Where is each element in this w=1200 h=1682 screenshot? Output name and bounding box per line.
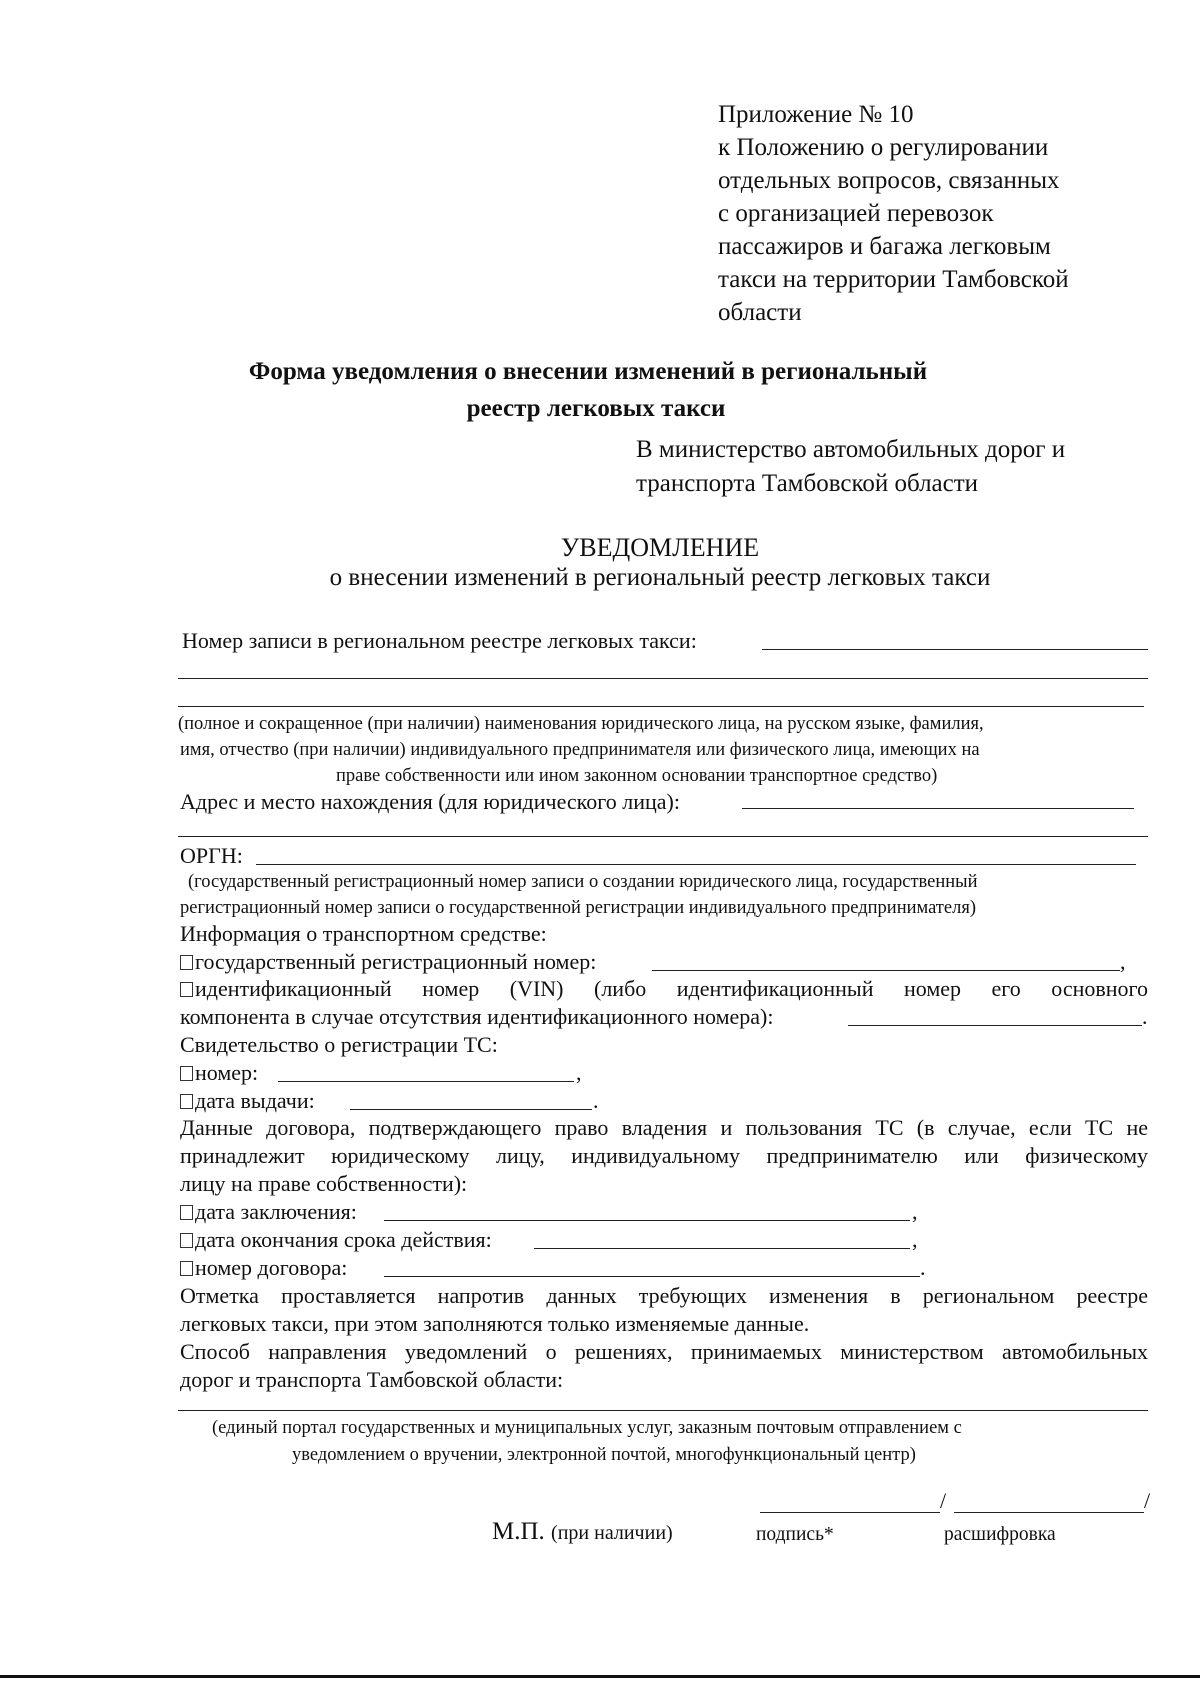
owner-name-field[interactable] xyxy=(178,678,1148,679)
contract-line: принадлежит юридическому лицу, индивидуальному предпринимателю или физическому xyxy=(180,1143,1148,1168)
comma: , xyxy=(576,1060,582,1085)
comma: , xyxy=(1120,949,1126,974)
contract-end-checkbox[interactable] xyxy=(180,1233,193,1248)
contract-date-label: дата заключения: xyxy=(195,1199,357,1224)
addressee-line: транспорта Тамбовской области xyxy=(636,470,979,497)
addressee xyxy=(636,433,1065,501)
addressee-line: В министерство автомобильных дорог и xyxy=(636,436,1066,463)
address-field-2[interactable] xyxy=(178,836,1148,837)
slash: / xyxy=(940,1488,947,1513)
vin-checkbox-wrap xyxy=(180,976,1148,1002)
contract-end-field[interactable] xyxy=(534,1248,910,1249)
notice-subtitle: о внесении изменений в региональный реестр легковых такси xyxy=(329,564,991,591)
mark-note: Отметка проставляется напротив данных требующих изменения в региональном реестре xyxy=(180,1283,1148,1308)
ogrn-hint: регистрационный номер записи о государственной регистрации индивидуального предпринимателя) xyxy=(180,898,977,918)
annex-line: Приложение № 10 xyxy=(718,101,914,128)
annex-block xyxy=(718,98,1069,329)
contract-number-checkbox[interactable] xyxy=(180,1261,193,1276)
contract-date-row xyxy=(180,1199,357,1225)
comma: , xyxy=(912,1199,918,1224)
reg-number-row xyxy=(180,949,596,975)
contract-date-field[interactable] xyxy=(384,1220,910,1221)
cert-date-checkbox[interactable] xyxy=(180,1094,193,1109)
annex-line: к Положению о регулировании xyxy=(718,134,1049,161)
bottom-rule xyxy=(0,1675,1200,1678)
annex-line: такси на территории Тамбовской xyxy=(718,266,1069,293)
method-hint: (единый портал государственных и муниципальных услуг, заказным почтовым отправлением с xyxy=(212,1418,962,1438)
cert-date-field[interactable] xyxy=(350,1109,592,1110)
certificate-label: Свидетельство о регистрации ТС: xyxy=(180,1032,498,1057)
contract-end-label: дата окончания срока действия: xyxy=(195,1227,492,1252)
vin-checkbox[interactable] xyxy=(180,982,193,997)
vin-label: идентификационный номер (VIN) (либо идентификационный номер его основного xyxy=(195,976,1148,1001)
contract-end-row xyxy=(180,1227,492,1253)
owner-hint: праве собственности или ином законном основании транспортное средство) xyxy=(336,766,938,786)
mark-note: легковых такси, при этом заполняются только изменяемые данные. xyxy=(180,1311,810,1336)
method-label: дорог и транспорта Тамбовской области: xyxy=(180,1367,564,1392)
contract-date-checkbox[interactable] xyxy=(180,1205,193,1220)
owner-hint: (полное и сокращенное (при наличии) наименования юридического лица, на русском языке, фамилия, xyxy=(178,714,984,734)
ogrn-hint: (государственный регистрационный номер записи о создании юридического лица, государственный xyxy=(188,872,978,892)
signature-field[interactable] xyxy=(760,1512,940,1513)
dot: . xyxy=(593,1088,599,1113)
cert-number-checkbox[interactable] xyxy=(180,1066,193,1081)
contract-number-row xyxy=(180,1255,347,1281)
cert-number-field[interactable] xyxy=(278,1081,574,1082)
dot: . xyxy=(920,1255,926,1280)
ogrn-label: ОРГН: xyxy=(180,843,243,868)
decode-label: расшифровка xyxy=(944,1524,1056,1545)
form-title xyxy=(0,353,1200,427)
form-title-line: реестр легковых такси xyxy=(466,395,726,422)
cert-date-row xyxy=(180,1088,315,1114)
address-field[interactable] xyxy=(742,808,1134,809)
contract-line: лицу на праве собственности): xyxy=(180,1171,468,1196)
dot: . xyxy=(1142,1004,1148,1029)
cert-date-label: дата выдачи: xyxy=(195,1088,315,1113)
annex-line: области xyxy=(718,299,802,326)
reg-number-checkbox[interactable] xyxy=(180,955,193,970)
owner-hint: имя, отчество (при наличии) индивидуального предпринимателя или физического лица, имеющих на xyxy=(180,740,980,760)
slash: / xyxy=(1144,1488,1151,1513)
record-number-label: Номер записи в региональном реестре легковых такси: xyxy=(182,628,697,653)
contract-line: Данные договора, подтверждающего право владения и пользования ТС (в случае, если ТС не xyxy=(180,1115,1148,1140)
cert-number-label: номер: xyxy=(195,1060,259,1085)
stamp-note: (при наличии) xyxy=(551,1522,673,1544)
stamp-label xyxy=(492,1518,673,1546)
vin-label-2: компонента в случае отсутствия идентификационного номера): xyxy=(180,1004,774,1029)
method-label: Способ направления уведомлений о решениях, принимаемых министерством автомобильных xyxy=(180,1339,1148,1364)
ogrn-field[interactable] xyxy=(256,864,1136,865)
contract-number-label: номер договора: xyxy=(195,1255,348,1280)
reg-number-field[interactable] xyxy=(652,970,1120,971)
method-field[interactable] xyxy=(178,1410,1148,1411)
vehicle-info-label: Информация о транспортном средстве: xyxy=(180,921,547,946)
notice-title: УВЕДОМЛЕНИЕ xyxy=(560,533,760,562)
owner-name-field-2[interactable] xyxy=(178,706,1144,707)
vin-field[interactable] xyxy=(848,1025,1142,1026)
contract-number-field[interactable] xyxy=(384,1276,920,1277)
reg-number-label: государственный регистрационный номер: xyxy=(195,949,597,974)
cert-number-row xyxy=(180,1060,258,1086)
annex-line: с организацией перевозок xyxy=(718,200,994,227)
comma: , xyxy=(912,1227,918,1252)
stamp-mp: М.П. xyxy=(492,1518,545,1545)
address-label: Адрес и место нахождения (для юридического лица): xyxy=(180,789,680,814)
decode-field[interactable] xyxy=(954,1512,1144,1513)
annex-line: пассажиров и багажа легковым xyxy=(718,233,1051,260)
method-hint: уведомлением о вручении, электронной почтой, многофункциональный центр) xyxy=(292,1445,916,1465)
sign-label: подпись* xyxy=(756,1524,834,1545)
vin-row xyxy=(180,976,1148,1002)
form-title-line: Форма уведомления о внесении изменений в региональный xyxy=(248,358,928,385)
record-number-field[interactable] xyxy=(762,649,1148,650)
annex-line: отдельных вопросов, связанных xyxy=(718,167,1060,194)
